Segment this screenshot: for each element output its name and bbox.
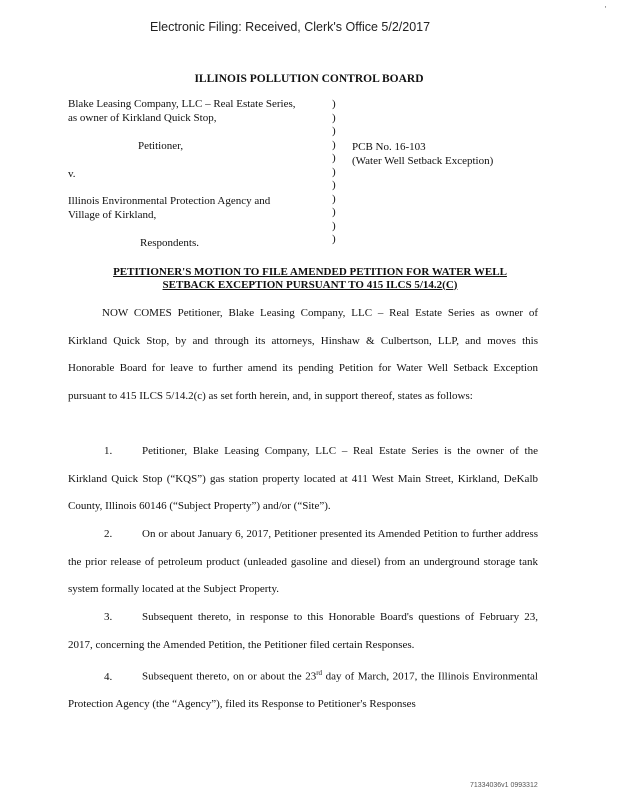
caption-parentheses: ) ) ) ) ) ) ) ) ) ) ) (332, 98, 336, 245)
intro-paragraph (68, 300, 538, 410)
motion-title-line2: SETBACK EXCEPTION PURSUANT TO 415 ILCS 5/14.2(C) (162, 278, 458, 291)
respondent-line2: Village of Kirkland, (68, 209, 157, 221)
paragraph-4-text-b: day of March, 2017, the Illinois Environmental Protection Agency (the “Agency”), filed its Response to Petitioner's Responses (68, 670, 538, 711)
paragraph-2 (68, 521, 538, 604)
paragraph-4-number: 4. (104, 670, 113, 683)
paragraph-2-number: 2. (104, 528, 113, 540)
corner-mark: · (604, 2, 607, 12)
motion-title (60, 266, 560, 291)
paragraph-4 (68, 660, 538, 719)
respondent-line1: Illinois Environmental Protection Agency and (68, 195, 271, 207)
board-title: ILLINOIS POLLUTION CONTROL BOARD (194, 73, 424, 85)
paragraph-1-number: 1. (104, 445, 113, 457)
versus-label: v. (68, 168, 76, 180)
motion-title-line1: PETITIONER'S MOTION TO FILE AMENDED PETITION FOR WATER WELL (113, 266, 507, 278)
document-code: 71334036v1 0993312 (470, 782, 538, 789)
paragraph-1 (68, 438, 538, 521)
filing-stamp: Electronic Filing: Received, Clerk's Office 5/2/2017 (150, 20, 431, 34)
intro-text: NOW COMES Petitioner, Blake Leasing Company, LLC – Real Estate Series as owner of Kirkland Quick Stop, by and through its attorneys, Hinshaw & Culbertson, LLP, and moves this Honorable Board for leave to further amend its pending Petition for Water Well Setback Exception pursuant to 415 ILCS 5/14.2(c) as set forth herein, and, in support thereof, states as follows: (68, 307, 538, 402)
case-number: PCB No. 16-103 (352, 141, 426, 153)
petitioner-label: Petitioner, (138, 140, 184, 152)
respondent-label: Respondents. (140, 237, 199, 249)
ordinal-suffix: rd (316, 669, 323, 677)
case-type: (Water Well Setback Exception) (352, 155, 494, 167)
paragraph-1-text: Petitioner, Blake Leasing Company, LLC – Real Estate Series is the owner of the Kirkland Quick Stop (“KQS”) gas station property located at 411 West Main Street, Kirkland, DeKalb County, Illinois 60146 (“Subject Property”) and/or (“Site”). (68, 445, 538, 512)
paragraph-3-text: Subsequent thereto, in response to this Honorable Board's questions of February 23, 2017, concerning the Amended Petition, the Petitioner filed certain Responses. (68, 611, 538, 651)
paragraph-4-text-a: Subsequent thereto, on or about the 23 (142, 670, 317, 683)
petitioner-name-line1: Blake Leasing Company, LLC – Real Estate Series, (68, 98, 296, 110)
petitioner-name-line2: as owner of Kirkland Quick Stop, (68, 112, 217, 124)
paragraph-3 (68, 604, 538, 659)
paragraph-3-number: 3. (104, 611, 113, 623)
paragraph-2-text: On or about January 6, 2017, Petitioner presented its Amended Petition to further address the prior release of petroleum product (unleaded gasoline and diesel) from an underground storage tank system formally located at the Subject Property. (68, 528, 538, 595)
